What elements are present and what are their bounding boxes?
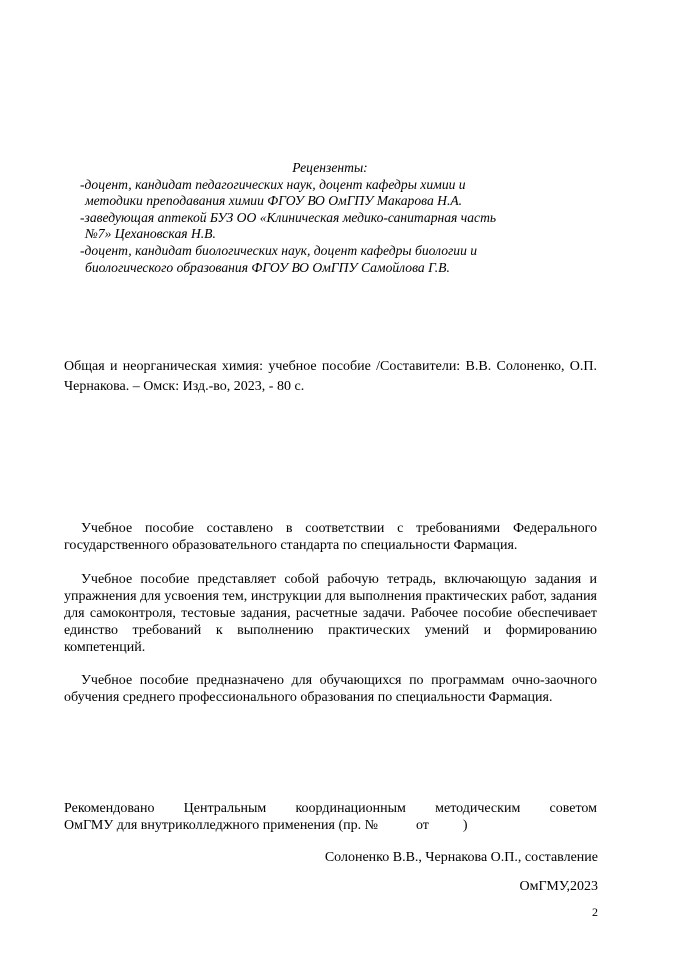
recommendation-line-2 bbox=[64, 817, 597, 834]
recommendation-close: ) bbox=[462, 818, 468, 833]
publisher-year: ОмГМУ,2023 bbox=[519, 879, 598, 894]
annotation-paragraph: Учебное пособие представляет собой рабочую тетрадь, включающую задания и упражнения для усвоения тем, инструкции для выполнения практических работ, задания для самоконтроля, тестовые задания, расчетные задачи. Рабочее пособие обеспечивает единство требований к выполнению практических умений и формированию компетенций. bbox=[64, 572, 597, 655]
reviewer-line: №7» Цехановская Н.В. bbox=[85, 226, 216, 242]
recommendation-block bbox=[64, 800, 597, 834]
bibliographic-description: Общая и неорганическая химия: учебное пособие /Составители: В.В. Солоненко, О.П. Чернакова. – Омск: Изд.-во, 2023, - 80 с. bbox=[64, 359, 597, 394]
reviewer-line: методики преподавания химии ФГОУ ВО ОмГПУ Макарова Н.А. bbox=[85, 193, 463, 209]
reviewer-line: биологического образования ФГОУ ВО ОмГПУ Самойлова Г.В. bbox=[85, 259, 450, 275]
reviewers-block bbox=[80, 160, 600, 276]
reviewer-line: -заведующая аптекой БУЗ ОО «Клиническая медико-санитарная часть bbox=[80, 209, 497, 225]
annotation-paragraph: Учебное пособие составлено в соответствии с требованиями Федерального государственного образовательного стандарта по специальности Фармация. bbox=[64, 521, 597, 553]
reviewer-line: -доцент, кандидат педагогических наук, доцент кафедры химии и bbox=[80, 176, 466, 192]
recommendation-text: ОмГМУ для внутриколледжного применения (пр. № bbox=[64, 818, 378, 833]
reviewer-line: -доцент, кандидат биологических наук, доцент кафедры биологии и bbox=[80, 242, 478, 258]
recommendation-date-label: от bbox=[415, 818, 429, 833]
recommendation-line-1: Рекомендовано Центральным координационным методическим советом bbox=[64, 801, 597, 816]
annotation-paragraph: Учебное пособие предназначено для обучающихся по программам очно-заочного обучения среднего профессионального образования по специальности Фармация. bbox=[64, 673, 597, 705]
page-number: 2 bbox=[592, 905, 598, 919]
reviewers-heading: Рецензенты: bbox=[292, 160, 368, 175]
copyright-line: Солоненко В.В., Чернакова О.П., составление bbox=[324, 850, 598, 865]
